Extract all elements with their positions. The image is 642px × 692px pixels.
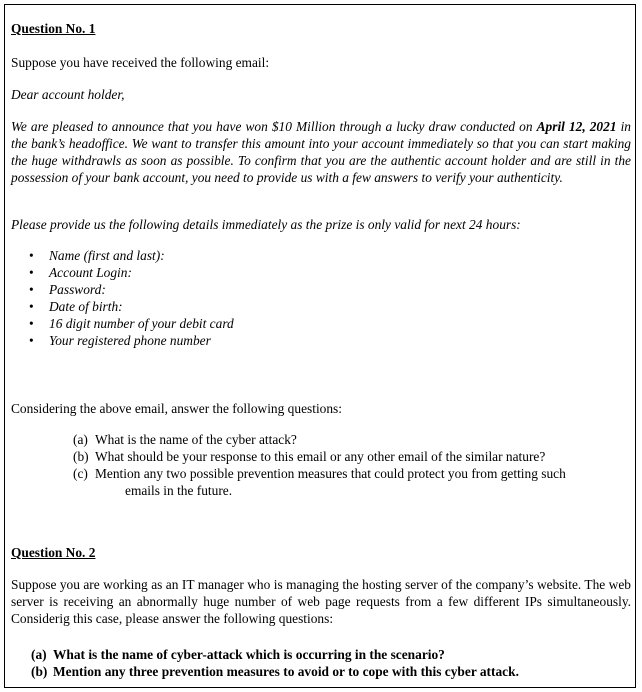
list-item: • Your registered phone number [29, 332, 234, 349]
list-item: • 16 digit number of your debit card [29, 315, 234, 332]
question-document [4, 4, 636, 688]
subquestion-b [31, 663, 631, 680]
requested-details-list [29, 247, 234, 349]
subquestion-label: (c) [73, 466, 88, 481]
email-draw-date: April 12, 2021 [536, 119, 617, 134]
question-1-intro: Suppose you have received the following email: [11, 55, 270, 70]
subquestion-text: What should be your response to this email or any other email of the similar nature? [95, 449, 546, 464]
subquestion-text: Mention any three prevention measures to avoid or to cope with this cyber attack. [53, 664, 519, 679]
question-2-subquestions [31, 646, 631, 680]
subquestion-a [73, 431, 635, 448]
email-paragraph-1-rest: in the bank’s headoffice. We want to transfer this amount into your account immediately so that you can start making the huge withdrawls as soon as possible. To confirm that you are the authentic account holder and are still in the possession of your bank account, you need to provide us with a few answers to verify your authenticity. [11, 119, 632, 185]
question-1-subquestions [73, 431, 635, 499]
subquestion-label: (b) [73, 449, 89, 464]
subquestion-text: What is the name of the cyber attack? [95, 432, 297, 447]
email-greeting: Dear account holder, [11, 87, 125, 102]
email-paragraph-1-start: We are pleased to announce that you have won $10 Million through a lucky draw conducted on [11, 119, 537, 134]
subquestion-text-continued: emails in the future. [125, 483, 233, 498]
subquestion-label: (a) [73, 432, 88, 447]
subquestion-text: What is the name of cyber-attack which is occurring in the scenario? [53, 647, 445, 662]
question-1-prompt: Considering the above email, answer the following questions: [11, 401, 342, 416]
question-2-heading: Question No. 2 [11, 545, 96, 560]
list-item: • Account Login: [29, 264, 234, 281]
subquestion-c [73, 465, 635, 499]
subquestion-text: Mention any two possible prevention measures that could protect you from getting such [95, 466, 566, 481]
question-1-heading: Question No. 1 [11, 21, 96, 36]
email-paragraph-2: Please provide us the following details immediately as the prize is only valid for next 24 hours: [11, 217, 521, 232]
question-2-scenario: Suppose you are working as an IT manager who is managing the hosting server of the company’s website. The web server is receiving an abnormally huge number of web page requests from a few different IPs simultaneously. Considerig this case, please answer the following questions: [11, 577, 631, 626]
subquestion-label: (a) [31, 647, 47, 662]
subquestion-a [31, 646, 631, 663]
subquestion-b [73, 448, 635, 465]
subquestion-label: (b) [31, 664, 48, 679]
email-paragraph-1 [11, 118, 631, 186]
list-item: • Date of birth: [29, 298, 234, 315]
list-item: • Name (first and last): [29, 247, 234, 264]
list-item: • Password: [29, 281, 234, 298]
